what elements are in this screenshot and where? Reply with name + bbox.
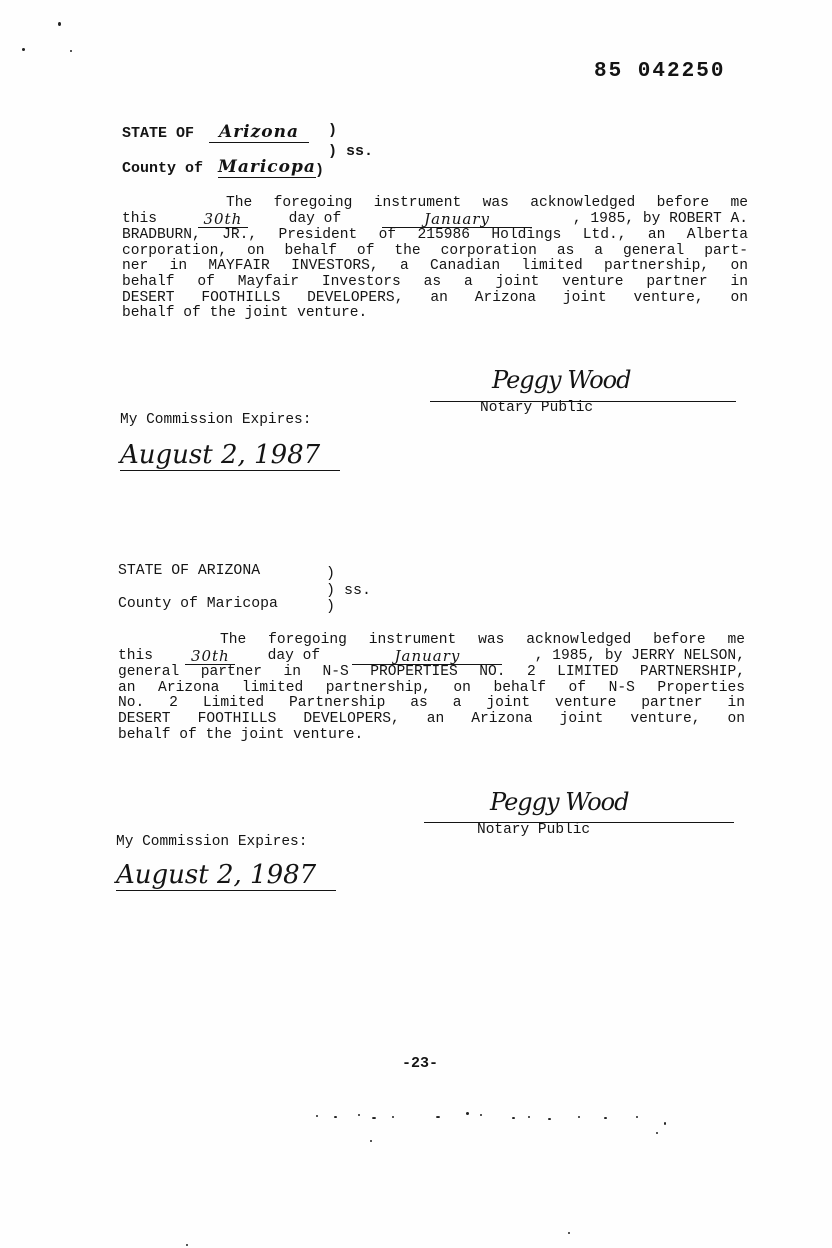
- venue-paren-top-2: ): [326, 565, 336, 582]
- paragraph-line: DESERT FOOTHILLS DEVELOPERS, an Arizona joint venture, on: [122, 289, 748, 306]
- state-line-1: [122, 122, 309, 143]
- month-handwritten: January: [382, 212, 532, 229]
- scan-speck: [372, 1117, 376, 1119]
- scan-speck: [548, 1118, 551, 1120]
- scan-speck: [466, 1112, 469, 1115]
- day-of-word: day of: [288, 210, 342, 227]
- paragraph-line-date: [118, 646, 745, 666]
- page-number: -23-: [402, 1055, 439, 1072]
- paragraph-line: The foregoing instrument was acknowledged before me: [226, 195, 748, 211]
- this-word: this: [122, 210, 158, 227]
- paragraph-line: DESERT FOOTHILLS DEVELOPERS, an Arizona joint venture, on: [118, 710, 745, 727]
- scan-speck: [186, 1244, 188, 1246]
- scan-speck: [436, 1116, 440, 1118]
- commission-date-handwritten-1: August 2, 1987: [120, 440, 340, 471]
- paragraph-line: BRADBURN, JR., President of 215986 Holdings Ltd., an Alberta: [122, 227, 748, 244]
- scan-speck: [392, 1116, 394, 1118]
- scan-speck: [664, 1122, 666, 1125]
- scan-speck: [604, 1117, 607, 1119]
- scan-speck: [568, 1232, 570, 1234]
- scan-speck: [656, 1132, 658, 1134]
- county-handwritten: Maricopa: [218, 157, 316, 177]
- paragraph-line: behalf of Mayfair Investors as a joint venture partner in: [122, 273, 748, 290]
- paragraph-line: behalf of the joint venture.: [122, 305, 368, 322]
- scan-speck: [70, 50, 72, 52]
- scan-speck: [316, 1115, 318, 1117]
- paragraph-line: corporation, on behalf of the corporation as a general part-: [122, 242, 748, 259]
- day-handwritten: 30th: [198, 212, 248, 229]
- day-of-word: day of: [267, 647, 321, 664]
- venue-paren-ss-2: ) ss.: [326, 582, 372, 599]
- county-prefix: County of: [122, 160, 204, 177]
- state-line-2: STATE OF ARIZONA: [118, 563, 261, 579]
- paragraph-line-date-tail: , 1985, by ROBERT A.: [572, 210, 748, 227]
- scan-speck: [358, 1114, 360, 1116]
- paragraph-line: general partner in N-S PROPERTIES NO. 2 LIMITED PARTNERSHIP,: [118, 664, 745, 681]
- paragraph-line: No. 2 Limited Partnership as a joint venture partner in: [118, 695, 745, 712]
- scan-speck: [22, 48, 25, 51]
- scan-speck: [636, 1116, 638, 1118]
- state-prefix: STATE OF: [122, 125, 195, 142]
- county-line-2: County of Maricopa: [118, 596, 278, 612]
- scan-speck: [334, 1116, 337, 1118]
- commission-expires-label-1: My Commission Expires:: [120, 412, 312, 428]
- paragraph-line-date-tail: , 1985, by JERRY NELSON,: [534, 647, 745, 664]
- paragraph-line: an Arizona limited partnership, on behalf of N-S Properties: [118, 679, 745, 696]
- state-handwritten: Arizona: [209, 122, 309, 143]
- commission-date-handwritten-2: August 2, 1987: [116, 860, 336, 891]
- scan-speck: [58, 22, 61, 26]
- paragraph-line: The foregoing instrument was acknowledged before me: [220, 632, 745, 648]
- paragraph-line: ner in MAYFAIR INVESTORS, a Canadian limited partnership, on: [122, 258, 748, 275]
- county-line-1: [122, 157, 316, 178]
- acknowledgment-paragraph-1: [122, 196, 748, 322]
- acknowledgment-paragraph-2: [118, 633, 745, 743]
- month-handwritten: January: [352, 649, 502, 666]
- venue-paren-top: ): [328, 122, 338, 139]
- this-word: this: [118, 647, 154, 664]
- paragraph-line-date: [122, 209, 748, 229]
- notary-public-label-1: Notary Public: [480, 400, 594, 416]
- paragraph-line: behalf of the joint venture.: [118, 726, 364, 743]
- venue-paren-bottom: ): [315, 162, 325, 179]
- document-number: 85 042250: [594, 60, 726, 83]
- notary-signature-1: Peggy Wood: [492, 366, 631, 394]
- scan-speck: [370, 1140, 372, 1142]
- day-handwritten: 30th: [185, 649, 235, 666]
- venue-paren-bottom-2: ): [326, 598, 336, 615]
- scan-speck: [528, 1116, 530, 1118]
- venue-paren-ss: ) ss.: [328, 143, 374, 160]
- notary-public-label-2: Notary Public: [477, 822, 591, 838]
- scan-speck: [480, 1114, 482, 1116]
- scan-speck: [512, 1117, 515, 1119]
- scan-speck: [578, 1116, 580, 1118]
- notary-signature-2: Peggy Wood: [490, 788, 629, 816]
- commission-expires-label-2: My Commission Expires:: [116, 834, 308, 850]
